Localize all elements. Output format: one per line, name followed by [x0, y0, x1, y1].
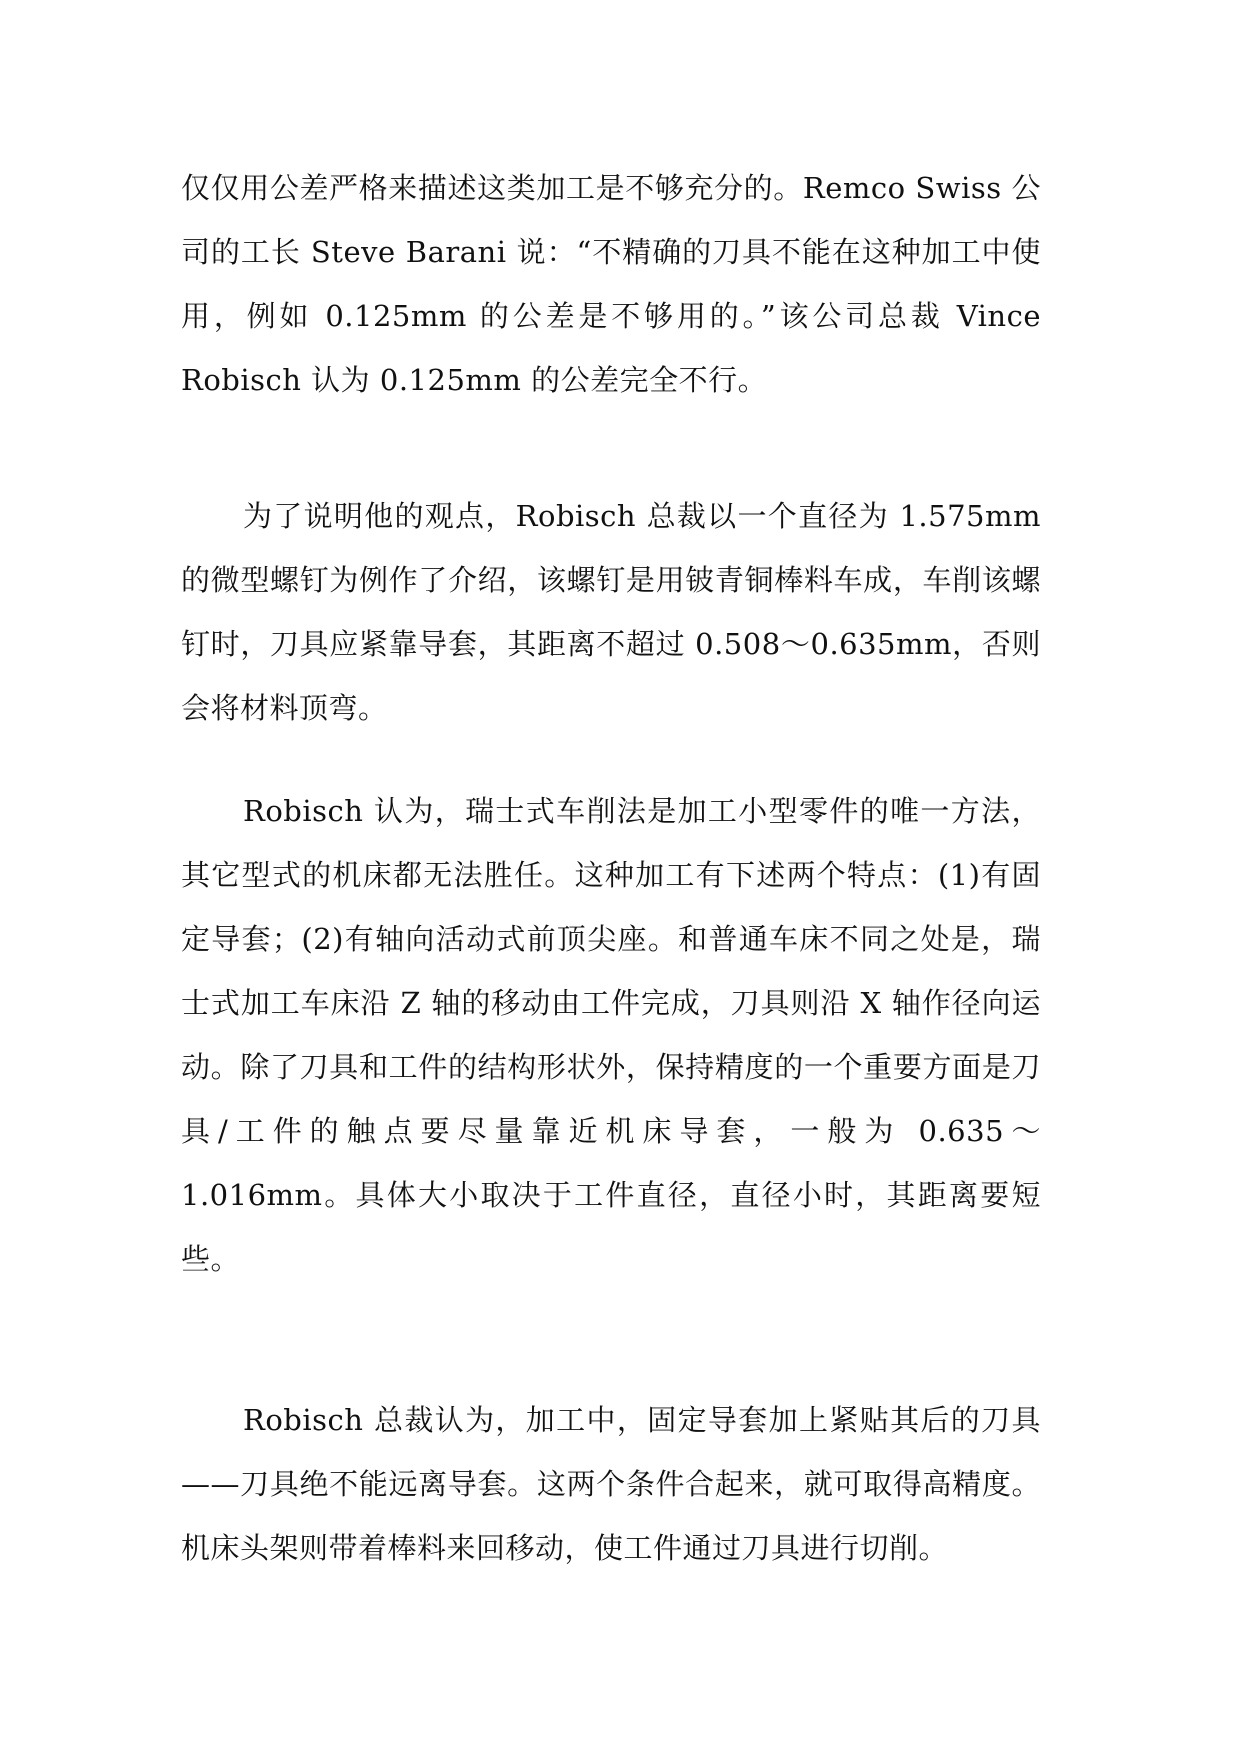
paragraph-1: 仅仅用公差严格来描述这类加工是不够充分的。Remco Swiss 公司的工长 Steve Barani 说：“不精确的刀具不能在这种加工中使用，例如 0.125mm 的公差是不够用的。”该公司总裁 Vince Robisch 认为 0.125mm 的公差完全不行。: [181, 171, 1041, 397]
paragraph-4: Robisch 总裁认为，加工中，固定导套加上紧贴其后的刀具——刀具绝不能远离导套。这两个条件合起来，就可取得高精度。机床头架则带着棒料来回移动，使工件通过刀具进行切削。: [181, 1403, 1041, 1565]
paragraph-2: 为了说明他的观点，Robisch 总裁以一个直径为 1.575mm 的微型螺钉为例作了介绍，该螺钉是用铍青铜棒料车成，车削该螺钉时，刀具应紧靠导套，其距离不超过 0.508～0.635mm，否则会将材料顶弯。: [181, 499, 1041, 725]
paragraph-3: Robisch 认为，瑞士式车削法是加工小型零件的唯一方法，其它型式的机床都无法胜任。这种加工有下述两个特点：(1)有固定导套；(2)有轴向活动式前顶尖座。和普通车床不同之处是，瑞士式加工车床沿 Z 轴的移动由工件完成，刀具则沿 X 轴作径向运动。除了刀具和工件的结构形状外，保持精度的一个重要方面是刀具/工件的触点要尽量靠近机床导套，一般为 0.635～1.016mm。具体大小取决于工件直径，直径小时，其距离要短些。: [181, 794, 1041, 1276]
